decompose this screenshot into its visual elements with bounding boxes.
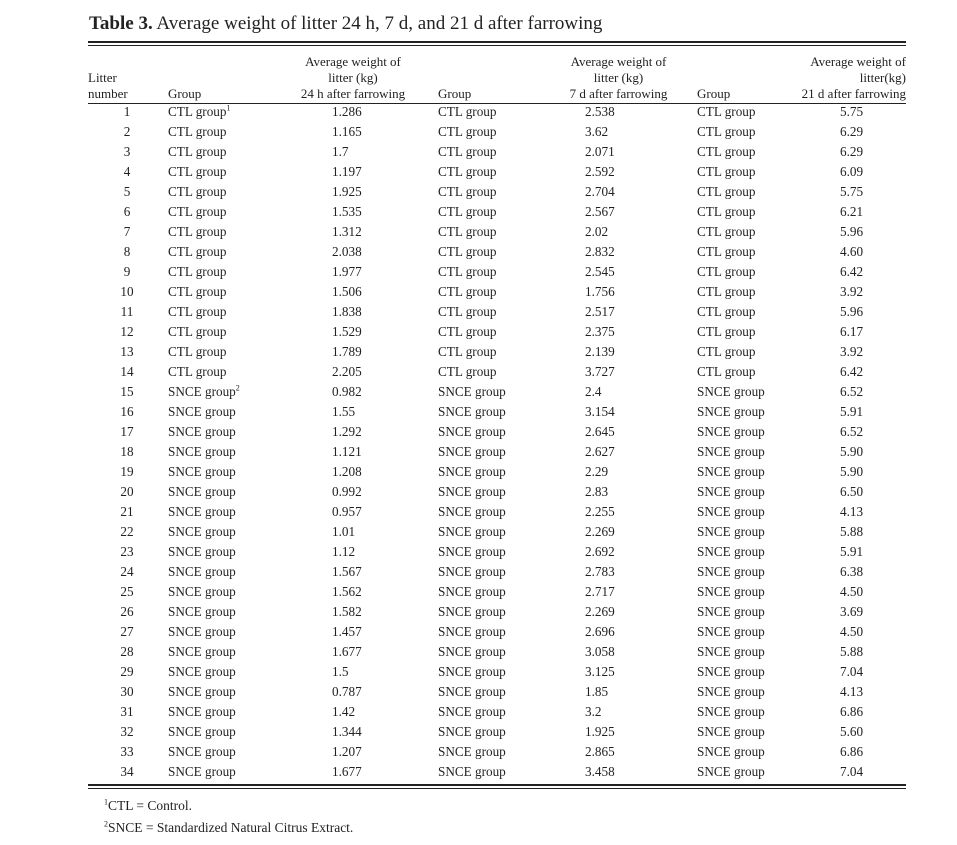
weight-21d-cell: 5.75 <box>840 184 864 199</box>
group-24h-cell: CTL group$^1$ <box>168 103 231 119</box>
group-21d-cell: SNCE group <box>697 624 765 639</box>
group-7d-cell: CTL group <box>438 204 497 219</box>
weight-21d-cell: 7.04 <box>840 664 864 679</box>
group-7d-cell: SNCE group <box>438 644 506 659</box>
header-group-3: Group <box>697 86 731 101</box>
litter-number-cell: 18 <box>120 444 134 459</box>
group-21d-cell: SNCE group <box>697 464 765 479</box>
group-7d-cell: CTL group <box>438 264 497 279</box>
weight-24h-cell: 0.957 <box>332 504 362 519</box>
group-7d-cell: CTL group <box>438 224 497 239</box>
weight-7d-cell: 2.375 <box>585 324 615 339</box>
weight-24h-cell: 1.121 <box>332 444 362 459</box>
weight-7d-cell: 2.592 <box>585 164 615 179</box>
weight-24h-cell: 1.5 <box>332 664 349 679</box>
group-21d-cell: CTL group <box>697 364 756 379</box>
weight-7d-cell: 2.517 <box>585 304 615 319</box>
footnote-2: $^2$SNCE = Standardized Natural Citrus Extract. <box>104 819 354 835</box>
table-row <box>88 342 906 362</box>
group-21d-cell: SNCE group <box>697 644 765 659</box>
group-24h-cell: SNCE group <box>168 584 236 599</box>
group-7d-cell: SNCE group <box>438 524 506 539</box>
weight-21d-cell: 3.92 <box>840 284 864 299</box>
group-7d-cell: SNCE group <box>438 384 506 399</box>
litter-number-cell: 26 <box>120 604 134 619</box>
litter-number-cell: 16 <box>120 404 134 419</box>
weight-7d-cell: 2.545 <box>585 264 615 279</box>
weight-21d-cell: 6.38 <box>840 564 864 579</box>
group-24h-cell: SNCE group <box>168 544 236 559</box>
weight-21d-cell: 6.21 <box>840 204 864 219</box>
table-row <box>88 142 906 162</box>
weight-24h-cell: 1.677 <box>332 644 362 659</box>
header-weight-7d: Average weight of litter (kg) 7 d after farrowing <box>569 54 668 101</box>
group-24h-cell: SNCE group <box>168 684 236 699</box>
weight-7d-cell: 2.645 <box>585 424 615 439</box>
table-row <box>88 402 906 422</box>
litter-number-cell: 24 <box>120 564 134 579</box>
litter-number-cell: 8 <box>123 244 131 259</box>
weight-21d-cell: 6.50 <box>840 484 864 499</box>
table-row <box>88 702 906 722</box>
group-24h-cell: CTL group <box>168 364 227 379</box>
weight-21d-cell: 5.96 <box>840 224 864 239</box>
group-24h-cell: CTL group <box>168 184 227 199</box>
table-row <box>88 242 906 262</box>
table-row <box>88 182 906 202</box>
weight-24h-cell: 1.197 <box>332 164 362 179</box>
group-24h-cell: SNCE group <box>168 724 236 739</box>
group-7d-cell: SNCE group <box>438 604 506 619</box>
group-21d-cell: CTL group <box>697 344 756 359</box>
table-row <box>88 222 906 242</box>
weight-21d-cell: 5.60 <box>840 724 864 739</box>
weight-7d-cell: 2.269 <box>585 524 615 539</box>
top-rule <box>88 41 906 43</box>
litter-number-cell: 31 <box>120 704 134 719</box>
weight-21d-cell: 6.29 <box>840 124 864 139</box>
weight-24h-cell: 1.529 <box>332 324 362 339</box>
group-21d-cell: CTL group <box>697 244 756 259</box>
group-7d-cell: SNCE group <box>438 724 506 739</box>
litter-number-cell: 13 <box>120 344 134 359</box>
weight-24h-cell: 2.205 <box>332 364 362 379</box>
header-weight-21d: Average weight of litter(kg) 21 d after farrowing <box>801 54 906 101</box>
weight-7d-cell: 2.4 <box>585 384 602 399</box>
group-7d-cell: SNCE group <box>438 424 506 439</box>
table-row <box>88 502 906 522</box>
bottom-rule <box>88 784 906 786</box>
weight-21d-cell: 5.90 <box>840 464 864 479</box>
top-rule-thin <box>88 45 906 46</box>
header-group-1: Group <box>168 86 202 101</box>
weight-24h-cell: 1.457 <box>332 624 362 639</box>
group-7d-cell: SNCE group <box>438 464 506 479</box>
weight-7d-cell: 1.756 <box>585 284 615 299</box>
group-21d-cell: SNCE group <box>697 744 765 759</box>
header-litter-number: Litter number <box>88 70 128 101</box>
group-7d-cell: SNCE group <box>438 624 506 639</box>
group-24h-cell: SNCE group <box>168 464 236 479</box>
header-group-2: Group <box>438 86 472 101</box>
group-7d-cell: SNCE group <box>438 704 506 719</box>
header-weight-24h: Average weight of litter (kg) 24 h after farrowing <box>300 54 406 101</box>
weight-21d-cell: 5.88 <box>840 524 864 539</box>
weight-7d-cell: 2.692 <box>585 544 615 559</box>
weight-21d-cell: 5.88 <box>840 644 864 659</box>
weight-7d-cell: 3.154 <box>585 404 615 419</box>
table-caption-label: Table 3. <box>89 13 153 34</box>
group-7d-cell: SNCE group <box>438 664 506 679</box>
group-7d-cell: SNCE group <box>438 544 506 559</box>
weight-21d-cell: 6.42 <box>840 264 864 279</box>
table-row <box>88 202 906 222</box>
litter-number-cell: 25 <box>120 584 134 599</box>
table-row <box>88 162 906 182</box>
table-row <box>88 602 906 622</box>
litter-number-cell: 23 <box>120 544 134 559</box>
group-24h-cell: SNCE group <box>168 664 236 679</box>
weight-21d-cell: 6.42 <box>840 364 864 379</box>
weight-24h-cell: 1.42 <box>332 704 356 719</box>
litter-number-cell: 10 <box>120 284 134 299</box>
group-21d-cell: CTL group <box>697 164 756 179</box>
group-24h-cell: CTL group <box>168 204 227 219</box>
table-row <box>88 462 906 482</box>
weight-24h-cell: 1.925 <box>332 184 362 199</box>
group-24h-cell: CTL group <box>168 264 227 279</box>
table-row <box>88 482 906 502</box>
group-21d-cell: CTL group <box>697 184 756 199</box>
weight-7d-cell: 1.85 <box>585 684 609 699</box>
weight-7d-cell: 3.2 <box>585 704 602 719</box>
group-24h-cell: SNCE group$^2$ <box>168 383 240 399</box>
litter-number-cell: 28 <box>120 644 134 659</box>
weight-24h-cell: 1.208 <box>332 464 362 479</box>
weight-24h-cell: 1.312 <box>332 224 362 239</box>
group-21d-cell: SNCE group <box>697 664 765 679</box>
table-row <box>88 762 906 782</box>
litter-number-cell: 30 <box>120 684 134 699</box>
table-row <box>88 642 906 662</box>
group-7d-cell: SNCE group <box>438 504 506 519</box>
weight-7d-cell: 2.139 <box>585 344 615 359</box>
weight-21d-cell: 5.91 <box>840 404 864 419</box>
table-caption-text: Average weight of litter 24 h, 7 d, and 21 d after farrowing <box>156 13 603 34</box>
litter-number-cell: 34 <box>120 764 134 779</box>
weight-21d-cell: 5.91 <box>840 544 864 559</box>
weight-21d-cell: 6.17 <box>840 324 864 339</box>
weight-24h-cell: 1.55 <box>332 404 356 419</box>
group-21d-cell: SNCE group <box>697 604 765 619</box>
group-7d-cell: CTL group <box>438 284 497 299</box>
weight-21d-cell: 6.29 <box>840 144 864 159</box>
header-row <box>88 50 906 102</box>
litter-number-cell: 12 <box>120 324 134 339</box>
weight-21d-cell: 4.13 <box>840 504 864 519</box>
group-24h-cell: SNCE group <box>168 424 236 439</box>
weight-21d-cell: 4.13 <box>840 684 864 699</box>
weight-7d-cell: 2.717 <box>585 584 615 599</box>
litter-number-cell: 27 <box>120 624 134 639</box>
group-7d-cell: CTL group <box>438 164 497 179</box>
group-7d-cell: CTL group <box>438 304 497 319</box>
table-row <box>88 682 906 702</box>
litter-number-cell: 19 <box>120 464 134 479</box>
weight-7d-cell: 3.62 <box>585 124 609 139</box>
group-7d-cell: SNCE group <box>438 404 506 419</box>
weight-21d-cell: 3.92 <box>840 344 864 359</box>
group-21d-cell: SNCE group <box>697 384 765 399</box>
weight-24h-cell: 1.567 <box>332 564 362 579</box>
group-24h-cell: CTL group <box>168 304 227 319</box>
group-21d-cell: SNCE group <box>697 484 765 499</box>
weight-7d-cell: 2.269 <box>585 604 615 619</box>
group-21d-cell: CTL group <box>697 324 756 339</box>
group-7d-cell: CTL group <box>438 104 497 119</box>
weight-7d-cell: 2.696 <box>585 624 615 639</box>
weight-24h-cell: 1.582 <box>332 604 362 619</box>
group-21d-cell: CTL group <box>697 104 756 119</box>
group-24h-cell: SNCE group <box>168 644 236 659</box>
table-row <box>88 722 906 742</box>
table-row <box>88 102 906 122</box>
weight-7d-cell: 2.832 <box>585 244 615 259</box>
table-row <box>88 442 906 462</box>
group-24h-cell: CTL group <box>168 144 227 159</box>
group-7d-cell: CTL group <box>438 184 497 199</box>
litter-number-cell: 9 <box>123 264 131 279</box>
group-24h-cell: CTL group <box>168 344 227 359</box>
group-7d-cell: SNCE group <box>438 444 506 459</box>
weight-7d-cell: 3.125 <box>585 664 615 679</box>
group-21d-cell: SNCE group <box>697 724 765 739</box>
table-row <box>88 302 906 322</box>
weight-21d-cell: 5.90 <box>840 444 864 459</box>
litter-number-cell: 5 <box>123 184 131 199</box>
weight-21d-cell: 5.75 <box>840 104 864 119</box>
weight-24h-cell: 1.789 <box>332 344 362 359</box>
weight-7d-cell: 2.704 <box>585 184 615 199</box>
group-21d-cell: SNCE group <box>697 704 765 719</box>
weight-7d-cell: 2.29 <box>585 464 609 479</box>
litter-number-cell: 14 <box>120 364 134 379</box>
weight-21d-cell: 6.52 <box>840 384 864 399</box>
weight-7d-cell: 3.458 <box>585 764 615 779</box>
litter-number-cell: 29 <box>120 664 134 679</box>
weight-7d-cell: 2.783 <box>585 564 615 579</box>
group-7d-cell: SNCE group <box>438 484 506 499</box>
weight-24h-cell: 1.506 <box>332 284 362 299</box>
group-7d-cell: CTL group <box>438 244 497 259</box>
weight-7d-cell: 3.727 <box>585 364 615 379</box>
weight-7d-cell: 2.865 <box>585 744 615 759</box>
litter-number-cell: 33 <box>120 744 134 759</box>
weight-7d-cell: 1.925 <box>585 724 615 739</box>
group-24h-cell: SNCE group <box>168 404 236 419</box>
group-21d-cell: SNCE group <box>697 764 765 779</box>
table-row <box>88 382 906 402</box>
weight-24h-cell: 0.787 <box>332 684 362 699</box>
weight-21d-cell: 6.86 <box>840 744 864 759</box>
litter-number-cell: 2 <box>123 124 131 139</box>
group-24h-cell: CTL group <box>168 224 227 239</box>
weight-21d-cell: 6.86 <box>840 704 864 719</box>
group-21d-cell: SNCE group <box>697 684 765 699</box>
weight-21d-cell: 6.52 <box>840 424 864 439</box>
group-21d-cell: SNCE group <box>697 584 765 599</box>
group-24h-cell: CTL group <box>168 284 227 299</box>
group-21d-cell: CTL group <box>697 304 756 319</box>
group-7d-cell: SNCE group <box>438 584 506 599</box>
weight-24h-cell: 1.677 <box>332 764 362 779</box>
weight-21d-cell: 4.50 <box>840 584 864 599</box>
group-7d-cell: SNCE group <box>438 684 506 699</box>
group-21d-cell: SNCE group <box>697 564 765 579</box>
weight-7d-cell: 2.567 <box>585 204 615 219</box>
table-row <box>88 282 906 302</box>
weight-21d-cell: 5.96 <box>840 304 864 319</box>
group-24h-cell: SNCE group <box>168 564 236 579</box>
group-21d-cell: SNCE group <box>697 424 765 439</box>
table-row <box>88 582 906 602</box>
group-24h-cell: CTL group <box>168 164 227 179</box>
litter-number-cell: 1 <box>123 104 131 119</box>
weight-24h-cell: 1.12 <box>332 544 356 559</box>
weight-21d-cell: 4.50 <box>840 624 864 639</box>
litter-number-cell: 22 <box>120 524 134 539</box>
group-7d-cell: SNCE group <box>438 764 506 779</box>
table-row <box>88 262 906 282</box>
group-24h-cell: SNCE group <box>168 444 236 459</box>
litter-number-cell: 32 <box>120 724 134 739</box>
group-7d-cell: CTL group <box>438 344 497 359</box>
weight-24h-cell: 1.977 <box>332 264 362 279</box>
group-24h-cell: CTL group <box>168 244 227 259</box>
group-24h-cell: CTL group <box>168 124 227 139</box>
weight-24h-cell: 1.207 <box>332 744 362 759</box>
table-body <box>88 102 906 782</box>
litter-number-cell: 20 <box>120 484 134 499</box>
group-7d-cell: CTL group <box>438 124 497 139</box>
weight-24h-cell: 2.038 <box>332 244 362 259</box>
weight-21d-cell: 4.60 <box>840 244 864 259</box>
group-21d-cell: SNCE group <box>697 504 765 519</box>
weight-24h-cell: 1.7 <box>332 144 349 159</box>
group-24h-cell: SNCE group <box>168 604 236 619</box>
group-21d-cell: SNCE group <box>697 404 765 419</box>
weight-24h-cell: 1.535 <box>332 204 362 219</box>
group-21d-cell: CTL group <box>697 124 756 139</box>
weight-24h-cell: 1.01 <box>332 524 356 539</box>
table-row <box>88 742 906 762</box>
group-7d-cell: CTL group <box>438 364 497 379</box>
weight-21d-cell: 6.09 <box>840 164 864 179</box>
group-21d-cell: CTL group <box>697 204 756 219</box>
litter-number-cell: 4 <box>123 164 131 179</box>
weight-21d-cell: 3.69 <box>840 604 864 619</box>
weight-7d-cell: 3.058 <box>585 644 615 659</box>
weight-24h-cell: 1.286 <box>332 104 362 119</box>
weight-24h-cell: 1.838 <box>332 304 362 319</box>
table-row <box>88 322 906 342</box>
weight-24h-cell: 1.165 <box>332 124 362 139</box>
table-row <box>88 362 906 382</box>
weight-7d-cell: 2.627 <box>585 444 615 459</box>
group-21d-cell: SNCE group <box>697 544 765 559</box>
table-row <box>88 622 906 642</box>
group-24h-cell: SNCE group <box>168 504 236 519</box>
litter-number-cell: 3 <box>123 144 131 159</box>
group-7d-cell: CTL group <box>438 324 497 339</box>
group-24h-cell: SNCE group <box>168 764 236 779</box>
litter-number-cell: 7 <box>123 224 131 239</box>
weight-24h-cell: 1.344 <box>332 724 362 739</box>
weight-21d-cell: 7.04 <box>840 764 864 779</box>
group-24h-cell: SNCE group <box>168 704 236 719</box>
group-21d-cell: SNCE group <box>697 524 765 539</box>
table-caption <box>89 13 602 35</box>
weight-7d-cell: 2.83 <box>585 484 609 499</box>
group-7d-cell: CTL group <box>438 144 497 159</box>
table-row <box>88 522 906 542</box>
weight-24h-cell: 0.992 <box>332 484 362 499</box>
litter-number-cell: 17 <box>120 424 134 439</box>
table-row <box>88 662 906 682</box>
table-row <box>88 562 906 582</box>
table-row <box>88 542 906 562</box>
weight-7d-cell: 2.255 <box>585 504 615 519</box>
weight-24h-cell: 1.562 <box>332 584 362 599</box>
group-21d-cell: CTL group <box>697 264 756 279</box>
group-21d-cell: SNCE group <box>697 444 765 459</box>
group-24h-cell: SNCE group <box>168 624 236 639</box>
table-row <box>88 122 906 142</box>
weight-7d-cell: 2.02 <box>585 224 609 239</box>
group-24h-cell: CTL group <box>168 324 227 339</box>
group-7d-cell: SNCE group <box>438 744 506 759</box>
litter-number-cell: 11 <box>120 304 134 319</box>
group-21d-cell: CTL group <box>697 224 756 239</box>
weight-24h-cell: 0.982 <box>332 384 362 399</box>
bottom-rule-thin <box>88 788 906 789</box>
litter-weight-table <box>88 50 906 782</box>
table-row <box>88 422 906 442</box>
footnote-1: $^1$CTL = Control. <box>104 797 192 813</box>
group-24h-cell: SNCE group <box>168 524 236 539</box>
group-21d-cell: CTL group <box>697 284 756 299</box>
weight-7d-cell: 2.538 <box>585 104 615 119</box>
group-7d-cell: SNCE group <box>438 564 506 579</box>
group-24h-cell: SNCE group <box>168 744 236 759</box>
group-21d-cell: CTL group <box>697 144 756 159</box>
weight-24h-cell: 1.292 <box>332 424 362 439</box>
litter-number-cell: 6 <box>123 204 131 219</box>
litter-number-cell: 15 <box>120 384 134 399</box>
weight-7d-cell: 2.071 <box>585 144 615 159</box>
group-24h-cell: SNCE group <box>168 484 236 499</box>
litter-number-cell: 21 <box>120 504 134 519</box>
